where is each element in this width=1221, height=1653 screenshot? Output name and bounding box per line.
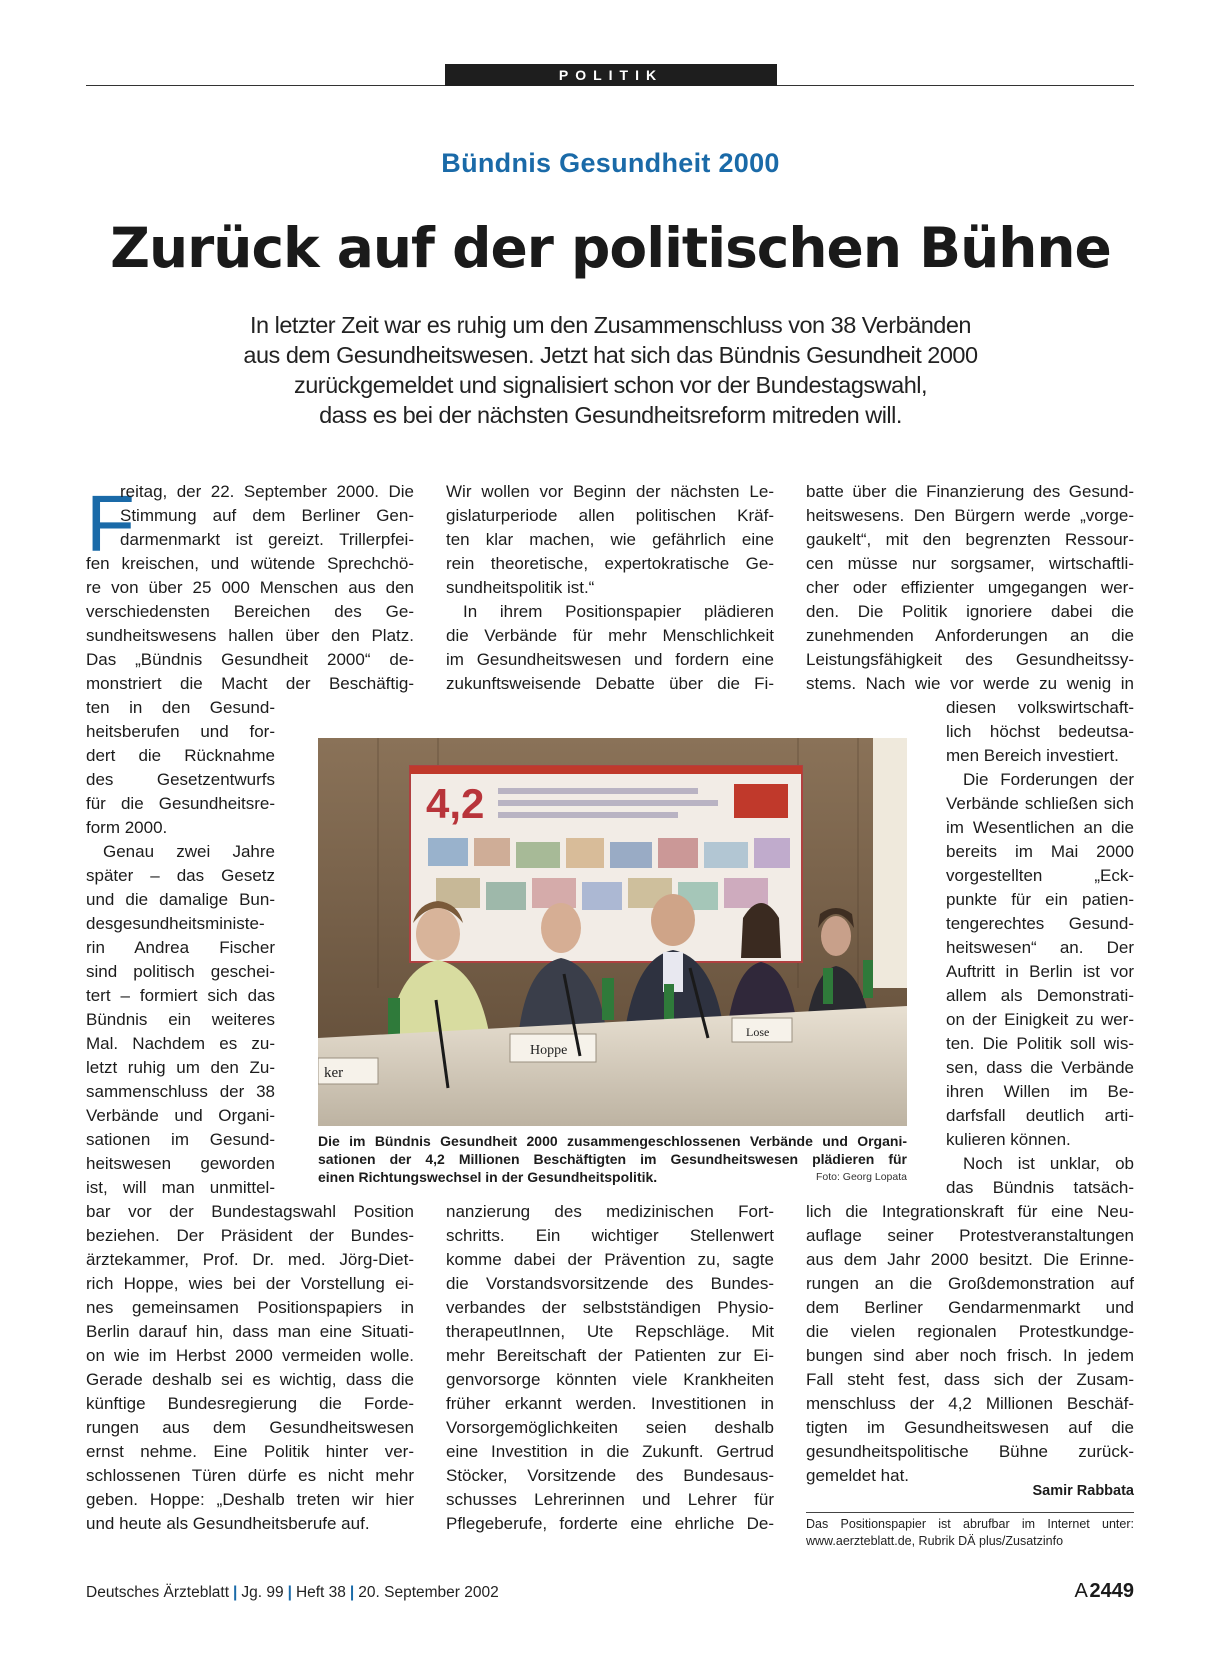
press-conference-photo (318, 738, 907, 1126)
text-line: ihren Willen im Be- (946, 1082, 1134, 1101)
text-line: darmenmarkt ist gereizt. Trillerpfei- (120, 530, 414, 549)
text-line: schlossenen Türen dürfe es nicht mehr (86, 1466, 414, 1485)
text-line: komme dabei der Prävention zu, sagte (446, 1250, 774, 1269)
text-line: therapeutInnen, Ute Repschläge. Mit (446, 1322, 774, 1341)
info-box (806, 1516, 1134, 1550)
text-line: dert die Rücknahme (86, 746, 275, 765)
text-line: ist, will man unmittel- (86, 1178, 275, 1197)
text-line: bungen sind aber noch frisch. In jedem (806, 1346, 1134, 1365)
text-line: künftige Bundesregierung die Forde- (86, 1394, 414, 1413)
text-line: und heute als Gesundheitsberufe auf. (86, 1514, 370, 1533)
text-line: monstriert die Macht der Beschäftig- (86, 674, 414, 693)
text-line: auflage seiner Protestveranstaltungen (806, 1226, 1134, 1245)
lead-line: dass es bei der nächsten Gesundheitsreform mitreden will. (319, 402, 902, 428)
text-line: tert – formiert sich das (86, 986, 275, 1005)
drop-cap: F (86, 479, 135, 568)
text-line: für die Gesundheitsre- (86, 794, 275, 813)
text-line: Wir wollen vor Beginn der nächsten Le- (446, 482, 774, 501)
text-line: beziehen. Der Präsident der Bundes- (86, 1226, 414, 1245)
text-line: lich die Integrationskraft für eine Neu- (806, 1202, 1134, 1221)
text-line: ten klar machen, wie gefährlich eine (446, 530, 774, 549)
text-line: nes gemeinsamen Positionspapiers in (86, 1298, 414, 1317)
photo-credit: Foto: Georg Lopata (815, 1171, 907, 1183)
section-label: POLITIK (445, 64, 777, 86)
text-line: rungen an die Großdemonstration auf (806, 1274, 1134, 1293)
column-3-narrow (946, 696, 1134, 1200)
journal-issue: Heft 38 (295, 1584, 346, 1601)
text-line: tengerechtes Gesund- (946, 914, 1134, 933)
text-line: ernst nehme. Eine Politik hinter ver- (86, 1442, 414, 1461)
text-line: schritts. Ein wichtiger Stellenwert (446, 1226, 774, 1245)
text-line: die Vorstandsvorsitzende des Bundes- (446, 1274, 774, 1293)
text-line: re von über 25 000 Menschen aus den (86, 578, 414, 597)
text-line: nanzierung des medizinischen Fort- (446, 1202, 774, 1221)
text-line: sind politisch geschei- (86, 962, 275, 981)
nameplate: Hoppe (530, 1043, 568, 1058)
text-line: Verbände und Organi- (86, 1106, 275, 1125)
text-line: Auftritt in Berlin ist vor (946, 962, 1134, 981)
page-footer: Deutsches Ärzteblatt | Jg. 99 | Heft 38 | 20. September 2002 (86, 1584, 499, 1601)
text-line: darfsfall deutlich arti- (946, 1106, 1134, 1125)
text-line: gaukelt“, mit den begrenzten Ressour- (806, 530, 1134, 549)
text-line: rin Andrea Fischer (86, 938, 275, 957)
column-1-intro (120, 480, 414, 552)
text-line: Fall steht fest, dass sich der Zusam- (806, 1370, 1134, 1389)
text-line: rungen aus dem Gesundheitswesen (86, 1418, 414, 1437)
text-line: desgesundheitsministe- (86, 914, 265, 933)
text-line: cher oder effizienter umgegangen wer- (806, 578, 1134, 597)
text-line: sundheitspolitik ist.“ (446, 578, 595, 597)
column-1-bottom (86, 1200, 414, 1536)
text-line: Stöcker, Vorsitzende des Bundesaus- (446, 1466, 774, 1485)
photo-illustration (318, 738, 907, 1126)
text-line: Das Positionspapier ist abrufbar im Internet unter: (806, 1517, 1134, 1531)
text-line: gemeldet hat. (806, 1466, 910, 1485)
text-line: verschiedensten Bereichen des Ge- (86, 602, 414, 621)
text-line: den. Die Politik ignoriere dabei die (806, 602, 1134, 621)
text-line: In ihrem Positionspapier plädieren (446, 602, 774, 621)
text-line: das Bündnis tatsäch- (946, 1178, 1134, 1197)
text-line: mehr Bereitschaft der Patienten zur Ei- (446, 1346, 774, 1365)
text-line: gislaturperiode allen politischen Kräf- (446, 506, 774, 525)
photo-caption (318, 1132, 907, 1186)
info-rule (806, 1512, 1134, 1513)
text-line: cen müsse nur sorgsamer, wirtschaftli- (806, 554, 1134, 573)
text-line: des Gesetzentwurfs (86, 770, 275, 789)
text-line: zukunftsweisende Debatte über die Fi- (446, 674, 774, 693)
text-line: batte über die Finanzierung des Gesund- (806, 482, 1134, 501)
text-line: reitag, der 22. September 2000. Die (120, 482, 414, 501)
journal-volume: Jg. 99 (241, 1584, 284, 1601)
text-line: fen kreischen, und wütende Sprechchö- (86, 554, 414, 573)
text-line: früher erkannt werden. Investitionen in (446, 1394, 774, 1413)
text-line: die vielen regionalen Protestkundge- (806, 1322, 1134, 1341)
text-line: heitsberufen und for- (86, 722, 275, 741)
column-1-narrow (86, 696, 275, 1200)
page-prefix: A (1074, 1580, 1088, 1602)
text-line: bar vor der Bundestagswahl Position (86, 1202, 414, 1221)
nameplate: ker (324, 1065, 344, 1081)
text-line: rich Hoppe, wies bei der Vorstellung ei- (86, 1274, 414, 1293)
text-line: ten. Die Politik soll wis- (946, 1034, 1134, 1053)
text-line: menschluss der 4,2 Millionen Beschäf- (806, 1394, 1134, 1413)
text-line: stems. Nach wie vor werde zu wenig in (806, 674, 1134, 693)
column-2-top (446, 480, 774, 696)
text-line: on wie im Herbst 2000 vermeiden wolle. (86, 1346, 414, 1365)
text-line: zunehmenden Anforderungen an die (806, 626, 1134, 645)
caption-line: einen Richtungswechsel in der Gesundheitspolitik. (318, 1169, 658, 1185)
nameplate: Lose (746, 1025, 770, 1039)
text-line: im Gesundheitswesen und fordern eine (446, 650, 774, 669)
column-1-top (86, 552, 414, 696)
author-byline: Samir Rabbata (1032, 1483, 1134, 1499)
column-3-top (806, 480, 1134, 696)
page-number-value: 2449 (1089, 1580, 1134, 1602)
text-line: rein theoretische, expertokratische Ge- (446, 554, 774, 573)
text-line: ten in den Gesund- (86, 698, 275, 717)
column-2-bottom (446, 1200, 774, 1536)
caption-line: sationen der 4,2 Millionen Beschäftigten im Gesundheitswesen plädieren für (318, 1151, 907, 1167)
text-line: diesen volkswirtschaft- (946, 698, 1134, 717)
text-line: Vorsorgemöglichkeiten seien deshalb (446, 1418, 774, 1437)
text-line: geben. Hoppe: „Deshalb treten wir hier (86, 1490, 414, 1509)
text-line: lich höchst bedeutsa- (946, 722, 1134, 741)
text-line: dem Berliner Gendarmenmarkt und (806, 1298, 1134, 1317)
article-kicker: Bündnis Gesundheit 2000 (441, 148, 780, 178)
journal-name: Deutsches Ärzteblatt (86, 1584, 230, 1601)
text-line: www.aerzteblatt.de, Rubrik DÄ plus/Zusatzinfo (806, 1534, 1064, 1548)
text-line: Genau zwei Jahre (86, 842, 275, 861)
lead-line: In letzter Zeit war es ruhig um den Zusammenschluss von 38 Verbänden (250, 312, 971, 338)
text-line: Gerade deshalb sei es wichtig, dass die (86, 1370, 414, 1389)
text-line: Verbände schließen sich (946, 794, 1134, 813)
lead-line: aus dem Gesundheitswesen. Jetzt hat sich das Bündnis Gesundheit 2000 (243, 342, 978, 368)
banner-number: 4,2 (426, 780, 485, 827)
article-headline: Zurück auf der politischen Bühne (110, 216, 1111, 280)
text-line: Berlin darauf hin, dass man eine Situati- (86, 1322, 414, 1341)
text-line: verbandes der selbstständigen Physio- (446, 1298, 774, 1317)
text-line: Pflegeberufe, forderte eine ehrliche De- (446, 1514, 774, 1533)
text-line: vorgestellten „Eck- (946, 866, 1134, 885)
text-line: men Bereich investiert. (946, 746, 1119, 765)
text-line: tigten im Gesundheitswesen auf die (806, 1418, 1134, 1437)
text-line: und die damalige Bun- (86, 890, 275, 909)
page-number (1074, 1580, 1134, 1603)
text-line: die Verbände für mehr Menschlichkeit (446, 626, 774, 645)
text-line: sationen im Gesund- (86, 1130, 275, 1149)
article-lead (160, 310, 1061, 430)
text-line: aus dem Jahr 2000 besitzt. Die Erinne- (806, 1250, 1134, 1269)
text-line: ärztekammer, Prof. Dr. med. Jörg-Diet- (86, 1250, 414, 1269)
text-line: sundheitswesens hallen über den Platz. (86, 626, 414, 645)
text-line: sen, dass die Verbände (946, 1058, 1134, 1077)
text-line: kulieren können. (946, 1130, 1071, 1149)
text-line: allem als Demonstrati- (946, 986, 1134, 1005)
text-line: heitswesen“ an. Der (946, 938, 1134, 957)
text-line: Bündnis ein weiteres (86, 1010, 275, 1029)
text-line: genvorsorge könnten viele Krankheiten (446, 1370, 774, 1389)
text-line: eine Investition in die Zukunft. Gertrud (446, 1442, 774, 1461)
text-line: Noch ist unklar, ob (946, 1154, 1134, 1173)
text-line: form 2000. (86, 818, 168, 837)
text-line: punkte für ein patien- (946, 890, 1134, 909)
text-line: on der Einigkeit zu wer- (946, 1010, 1134, 1029)
text-line: heitswesens. Den Bürgern werde „vorge- (806, 506, 1134, 525)
column-3-bottom (806, 1200, 1134, 1488)
text-line: Leistungsfähigkeit des Gesundheitssy- (806, 650, 1134, 669)
text-line: letzt ruhig um den Zu- (86, 1058, 275, 1077)
journal-date: 20. September 2002 (358, 1584, 499, 1601)
text-line: sammenschluss der 38 (86, 1082, 275, 1101)
text-line: später – das Gesetz (86, 866, 275, 885)
text-line: Die Forderungen der (946, 770, 1134, 789)
text-line: Stimmung auf dem Berliner Gen- (120, 506, 414, 525)
lead-line: zurückgemeldet und signalisiert schon vor der Bundestagswahl, (293, 372, 928, 398)
caption-line: Die im Bündnis Gesundheit 2000 zusammengeschlossenen Verbände und Organi- (318, 1133, 907, 1149)
text-line: schusses Lehrerinnen und Lehrer für (446, 1490, 774, 1509)
text-line: gesundheitspolitische Bühne zurück- (806, 1442, 1134, 1461)
text-line: Mal. Nachdem es zu- (86, 1034, 275, 1053)
text-line: heitswesen geworden (86, 1154, 275, 1173)
text-line: im Wesentlichen an die (946, 818, 1134, 837)
text-line: bereits im Mai 2000 (946, 842, 1134, 861)
text-line: Das „Bündnis Gesundheit 2000“ de- (86, 650, 414, 669)
